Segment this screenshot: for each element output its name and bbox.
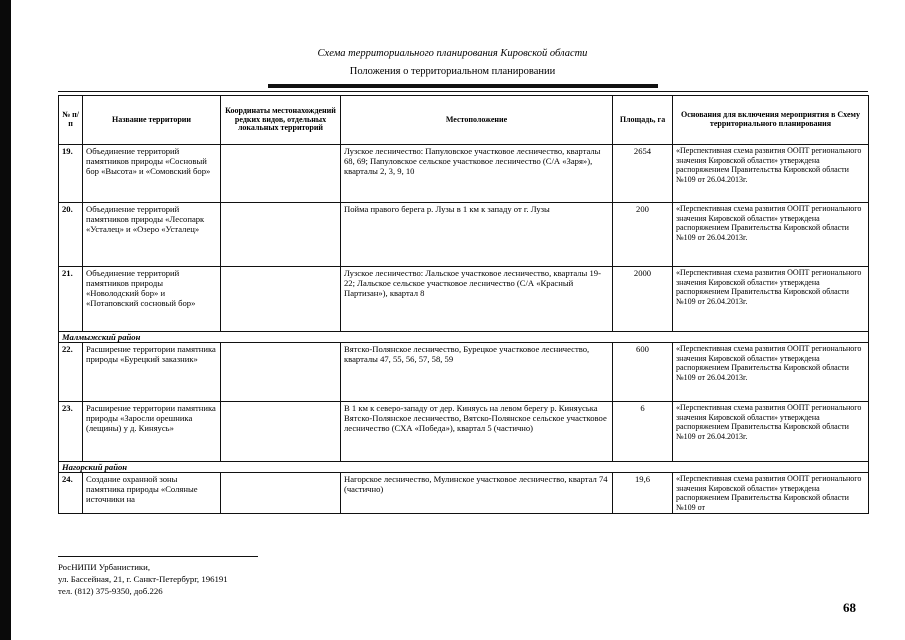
row-number: 22. [59, 343, 83, 402]
header-rule-thin [58, 91, 868, 92]
territory-coords [221, 343, 341, 402]
table-row [59, 343, 869, 402]
territory-location: В 1 км к северо-западу от дер. Киняусь на левом берегу р. Киняуська Вятско-Полянское лесничество, Вятско-Полянское сельское участковое лесничество (СХА «Победа»), квартал 5 (частично) [341, 402, 613, 462]
territory-coords [221, 267, 341, 332]
territory-name: Создание охранной зоны памятника природы «Соляные источники на [83, 473, 221, 514]
column-header: Основания для включения мероприятия в Схему территориального планирования [673, 96, 869, 145]
page-number: 68 [843, 600, 856, 615]
territory-coords [221, 402, 341, 462]
territory-name: Объединение территорий памятников природы «Новолодский бор» и «Потаповский сосновый бор» [83, 267, 221, 332]
table-header-row [59, 96, 869, 145]
territories-table [58, 95, 869, 514]
header-rule-thick [268, 84, 658, 88]
territory-coords [221, 203, 341, 267]
column-header: Название территории [83, 96, 221, 145]
territory-name: Объединение территорий памятников природы «Лесопарк «Усталец» и «Озеро «Усталец» [83, 203, 221, 267]
footer-phone: тел. (812) 375-9350, доб.226 [58, 586, 163, 596]
document-title: Схема территориального планирования Кировской области [317, 48, 588, 59]
territory-basis: «Перспективная схема развития ООПТ регионального значения Кировской области» утверждена распоряжением Правительства Кировской области №109 от [673, 473, 869, 514]
territory-location: Вятско-Полянское лесничество, Бурецкое участковое лесничество, кварталы 47, 55, 56, 57, 58, 59 [341, 343, 613, 402]
territory-basis: «Перспективная схема развития ООПТ регионального значения Кировской области» утверждена распоряжением Правительства Кировской области №109 от 26.04.2013г. [673, 145, 869, 203]
binding-strip [0, 0, 11, 640]
territory-coords [221, 145, 341, 203]
territory-location: Пойма правого берега р. Лузы в 1 км к западу от г. Лузы [341, 203, 613, 267]
district-name: Малмыжский район [59, 332, 869, 343]
table-row [59, 145, 869, 203]
column-header: № п/п [59, 96, 83, 145]
column-header: Местоположение [341, 96, 613, 145]
district-row [59, 332, 869, 343]
row-number: 21. [59, 267, 83, 332]
row-number: 19. [59, 145, 83, 203]
territory-area: 200 [613, 203, 673, 267]
column-header: Координаты местонахождений редких видов, отдельных локальных территорий [221, 96, 341, 145]
territory-name: Расширение территории памятника природы «Бурецкий заказник» [83, 343, 221, 402]
territory-name: Объединение территорий памятников природы «Сосновый бор «Высота» и «Сомовский бор» [83, 145, 221, 203]
table-row [59, 473, 869, 514]
territory-basis: «Перспективная схема развития ООПТ регионального значения Кировской области» утверждена распоряжением Правительства Кировской области №109 от 26.04.2013г. [673, 267, 869, 332]
column-header: Площадь, га [613, 96, 673, 145]
territory-basis: «Перспективная схема развития ООПТ регионального значения Кировской области» утверждена распоряжением Правительства Кировской области №109 от 26.04.2013г. [673, 402, 869, 462]
territory-area: 2000 [613, 267, 673, 332]
table-row [59, 203, 869, 267]
territory-basis: «Перспективная схема развития ООПТ регионального значения Кировской области» утверждена распоряжением Правительства Кировской области №109 от 26.04.2013г. [673, 203, 869, 267]
table-row [59, 402, 869, 462]
footer-org: РосНИПИ Урбанистики, [58, 562, 151, 572]
territory-area: 600 [613, 343, 673, 402]
table-row [59, 267, 869, 332]
territory-basis: «Перспективная схема развития ООПТ регионального значения Кировской области» утверждена распоряжением Правительства Кировской области №109 от 26.04.2013г. [673, 343, 869, 402]
territory-coords [221, 473, 341, 514]
district-row [59, 462, 869, 473]
footer-rule [58, 556, 258, 557]
territory-location: Лузское лесничество: Папуловское участковое лесничество, кварталы 68, 69; Папуловское сельское участковое лесничество (С/А «Заря»), кварталы 2, 3, 9, 10 [341, 145, 613, 203]
territory-area: 2654 [613, 145, 673, 203]
territory-name: Расширение территории памятника природы «Заросли орешника (лещины) у д. Киняусь» [83, 402, 221, 462]
row-number: 20. [59, 203, 83, 267]
district-name: Нагорский район [59, 462, 869, 473]
territory-area: 6 [613, 402, 673, 462]
document-subtitle: Положения о территориальном планировании [349, 66, 556, 77]
territory-location: Лузское лесничество: Лальское участковое лесничество, кварталы 19-22; Лальское сельское участковое лесничество (С/А «Красный Партизан»), квартал 8 [341, 267, 613, 332]
territory-location: Нагорское лесничество, Мулинское участковое лесничество, квартал 74 (частично) [341, 473, 613, 514]
row-number: 23. [59, 402, 83, 462]
territory-area: 19,6 [613, 473, 673, 514]
row-number: 24. [59, 473, 83, 514]
footer-address: ул. Бассейная, 21, г. Санкт-Петербург, 196191 [58, 574, 228, 584]
